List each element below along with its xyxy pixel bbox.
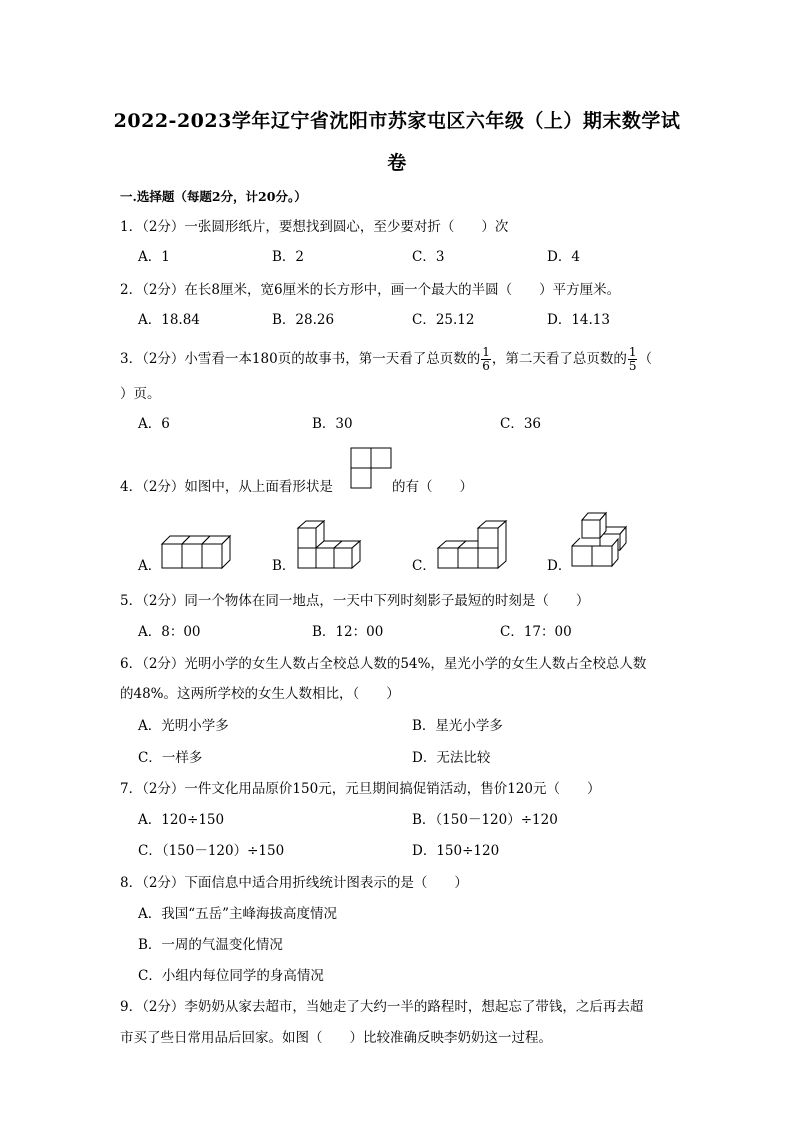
question-1: 1．（2分）一张圆形纸片，要想找到圆心，至少要对折（ ）次 bbox=[120, 219, 509, 235]
q3-option-b: B．30 bbox=[312, 416, 353, 432]
q6-option-d: D．无法比较 bbox=[412, 750, 491, 766]
q8-option-b: B．一周的气温变化情况 bbox=[138, 937, 283, 953]
question-4-text: 4．（2分）如图中，从上面看形状是 bbox=[120, 479, 333, 495]
q5-option-b: B．12：00 bbox=[312, 624, 384, 640]
question-4-text-end: 的有（ ） bbox=[392, 479, 473, 495]
q8-option-a: A．我国“五岳”主峰海拔高度情况 bbox=[138, 906, 338, 922]
q7-option-d: D．150÷120 bbox=[412, 843, 500, 859]
fraction-denominator: 6 bbox=[482, 359, 490, 373]
q8-option-c: C．小组内每位同学的身高情况 bbox=[138, 968, 324, 984]
q5-option-a: A．8：00 bbox=[138, 624, 201, 640]
section-heading: 一.选择题（每题2分，计20分。） bbox=[120, 189, 307, 204]
question-2: 2．（2分）在长8厘米，宽6厘米的长方形中，画一个最大的半圆（ ）平方厘米。 bbox=[120, 282, 621, 298]
question-9-continued: 市买了些日常用品后回家。如图（ ）比较准确反映李奶奶这一过程。 bbox=[120, 1030, 552, 1046]
q3-text-start: 3．（2分）小雪看一本180页的故事书，第一天看了总页数的 bbox=[120, 351, 481, 367]
page-title: 2022-2023学年辽宁省沈阳市苏家屯区六年级（上）期末数学试 bbox=[113, 110, 681, 132]
question-6-continued: 的48%。这两所学校的女生人数相比，（ ） bbox=[120, 686, 400, 702]
q3-text-end: （ bbox=[638, 351, 652, 367]
question-3-continued: ）页。 bbox=[120, 386, 161, 402]
q6-option-c: C．一样多 bbox=[138, 750, 203, 766]
question-8: 8．（2分）下面信息中适合用折线统计图表示的是（ ） bbox=[120, 875, 468, 891]
q4-option-b: B． bbox=[272, 558, 296, 574]
q2-option-c: C．25.12 bbox=[412, 312, 475, 328]
q2-option-d: D．14.13 bbox=[547, 312, 610, 328]
q6-option-a: A．光明小学多 bbox=[138, 718, 229, 734]
q3-option-a: A．6 bbox=[138, 416, 170, 432]
q3-text-middle: ，第二天看了总页数的 bbox=[491, 351, 627, 367]
question-9: 9．（2分）李奶奶从家去超市，当她走了大约一半的路程时，想起忘了带钱，之后再去超 bbox=[120, 999, 644, 1015]
q4-figure-d bbox=[572, 512, 632, 570]
question-3 bbox=[120, 346, 652, 373]
q4-figure-a bbox=[162, 532, 234, 572]
q4-option-c: C． bbox=[412, 558, 436, 574]
q5-option-c: C．17：00 bbox=[500, 624, 572, 640]
page-title-continued: 卷 bbox=[387, 152, 407, 174]
fraction-numerator: 1 bbox=[628, 345, 637, 359]
q4-figure-c bbox=[438, 520, 510, 570]
q1-option-c: C．3 bbox=[412, 249, 445, 265]
fraction-one-fifth bbox=[628, 346, 638, 373]
top-view-figure bbox=[350, 447, 392, 491]
q7-option-a: A．120÷150 bbox=[138, 812, 225, 828]
question-6: 6．（2分）光明小学的女生人数占全校总人数的54%，星光小学的女生人数占全校总人数 bbox=[120, 656, 647, 672]
question-7: 7．（2分）一件文化用品原价150元，元旦期间搞促销活动，售价120元（ ） bbox=[120, 781, 601, 797]
q7-option-c: C．（150－120）÷150 bbox=[138, 843, 285, 859]
fraction-numerator: 1 bbox=[482, 345, 490, 359]
question-5: 5．（2分）同一个物体在同一地点，一天中下列时刻影子最短的时刻是（ ） bbox=[120, 593, 590, 609]
q2-option-a: A．18.84 bbox=[138, 312, 200, 328]
q1-option-b: B．2 bbox=[272, 249, 305, 265]
q4-option-d: D． bbox=[547, 558, 572, 574]
q2-option-b: B．28.26 bbox=[272, 312, 335, 328]
q4-option-a: A． bbox=[138, 558, 162, 574]
q3-option-c: C．36 bbox=[500, 416, 542, 432]
fraction-denominator: 5 bbox=[628, 359, 637, 373]
fraction-one-sixth bbox=[481, 346, 491, 373]
q6-option-b: B．星光小学多 bbox=[412, 718, 503, 734]
q1-option-d: D．4 bbox=[547, 249, 580, 265]
q4-figure-b bbox=[298, 520, 368, 570]
q7-option-b: B．（150－120）÷120 bbox=[412, 812, 558, 828]
q1-option-a: A．1 bbox=[138, 249, 170, 265]
